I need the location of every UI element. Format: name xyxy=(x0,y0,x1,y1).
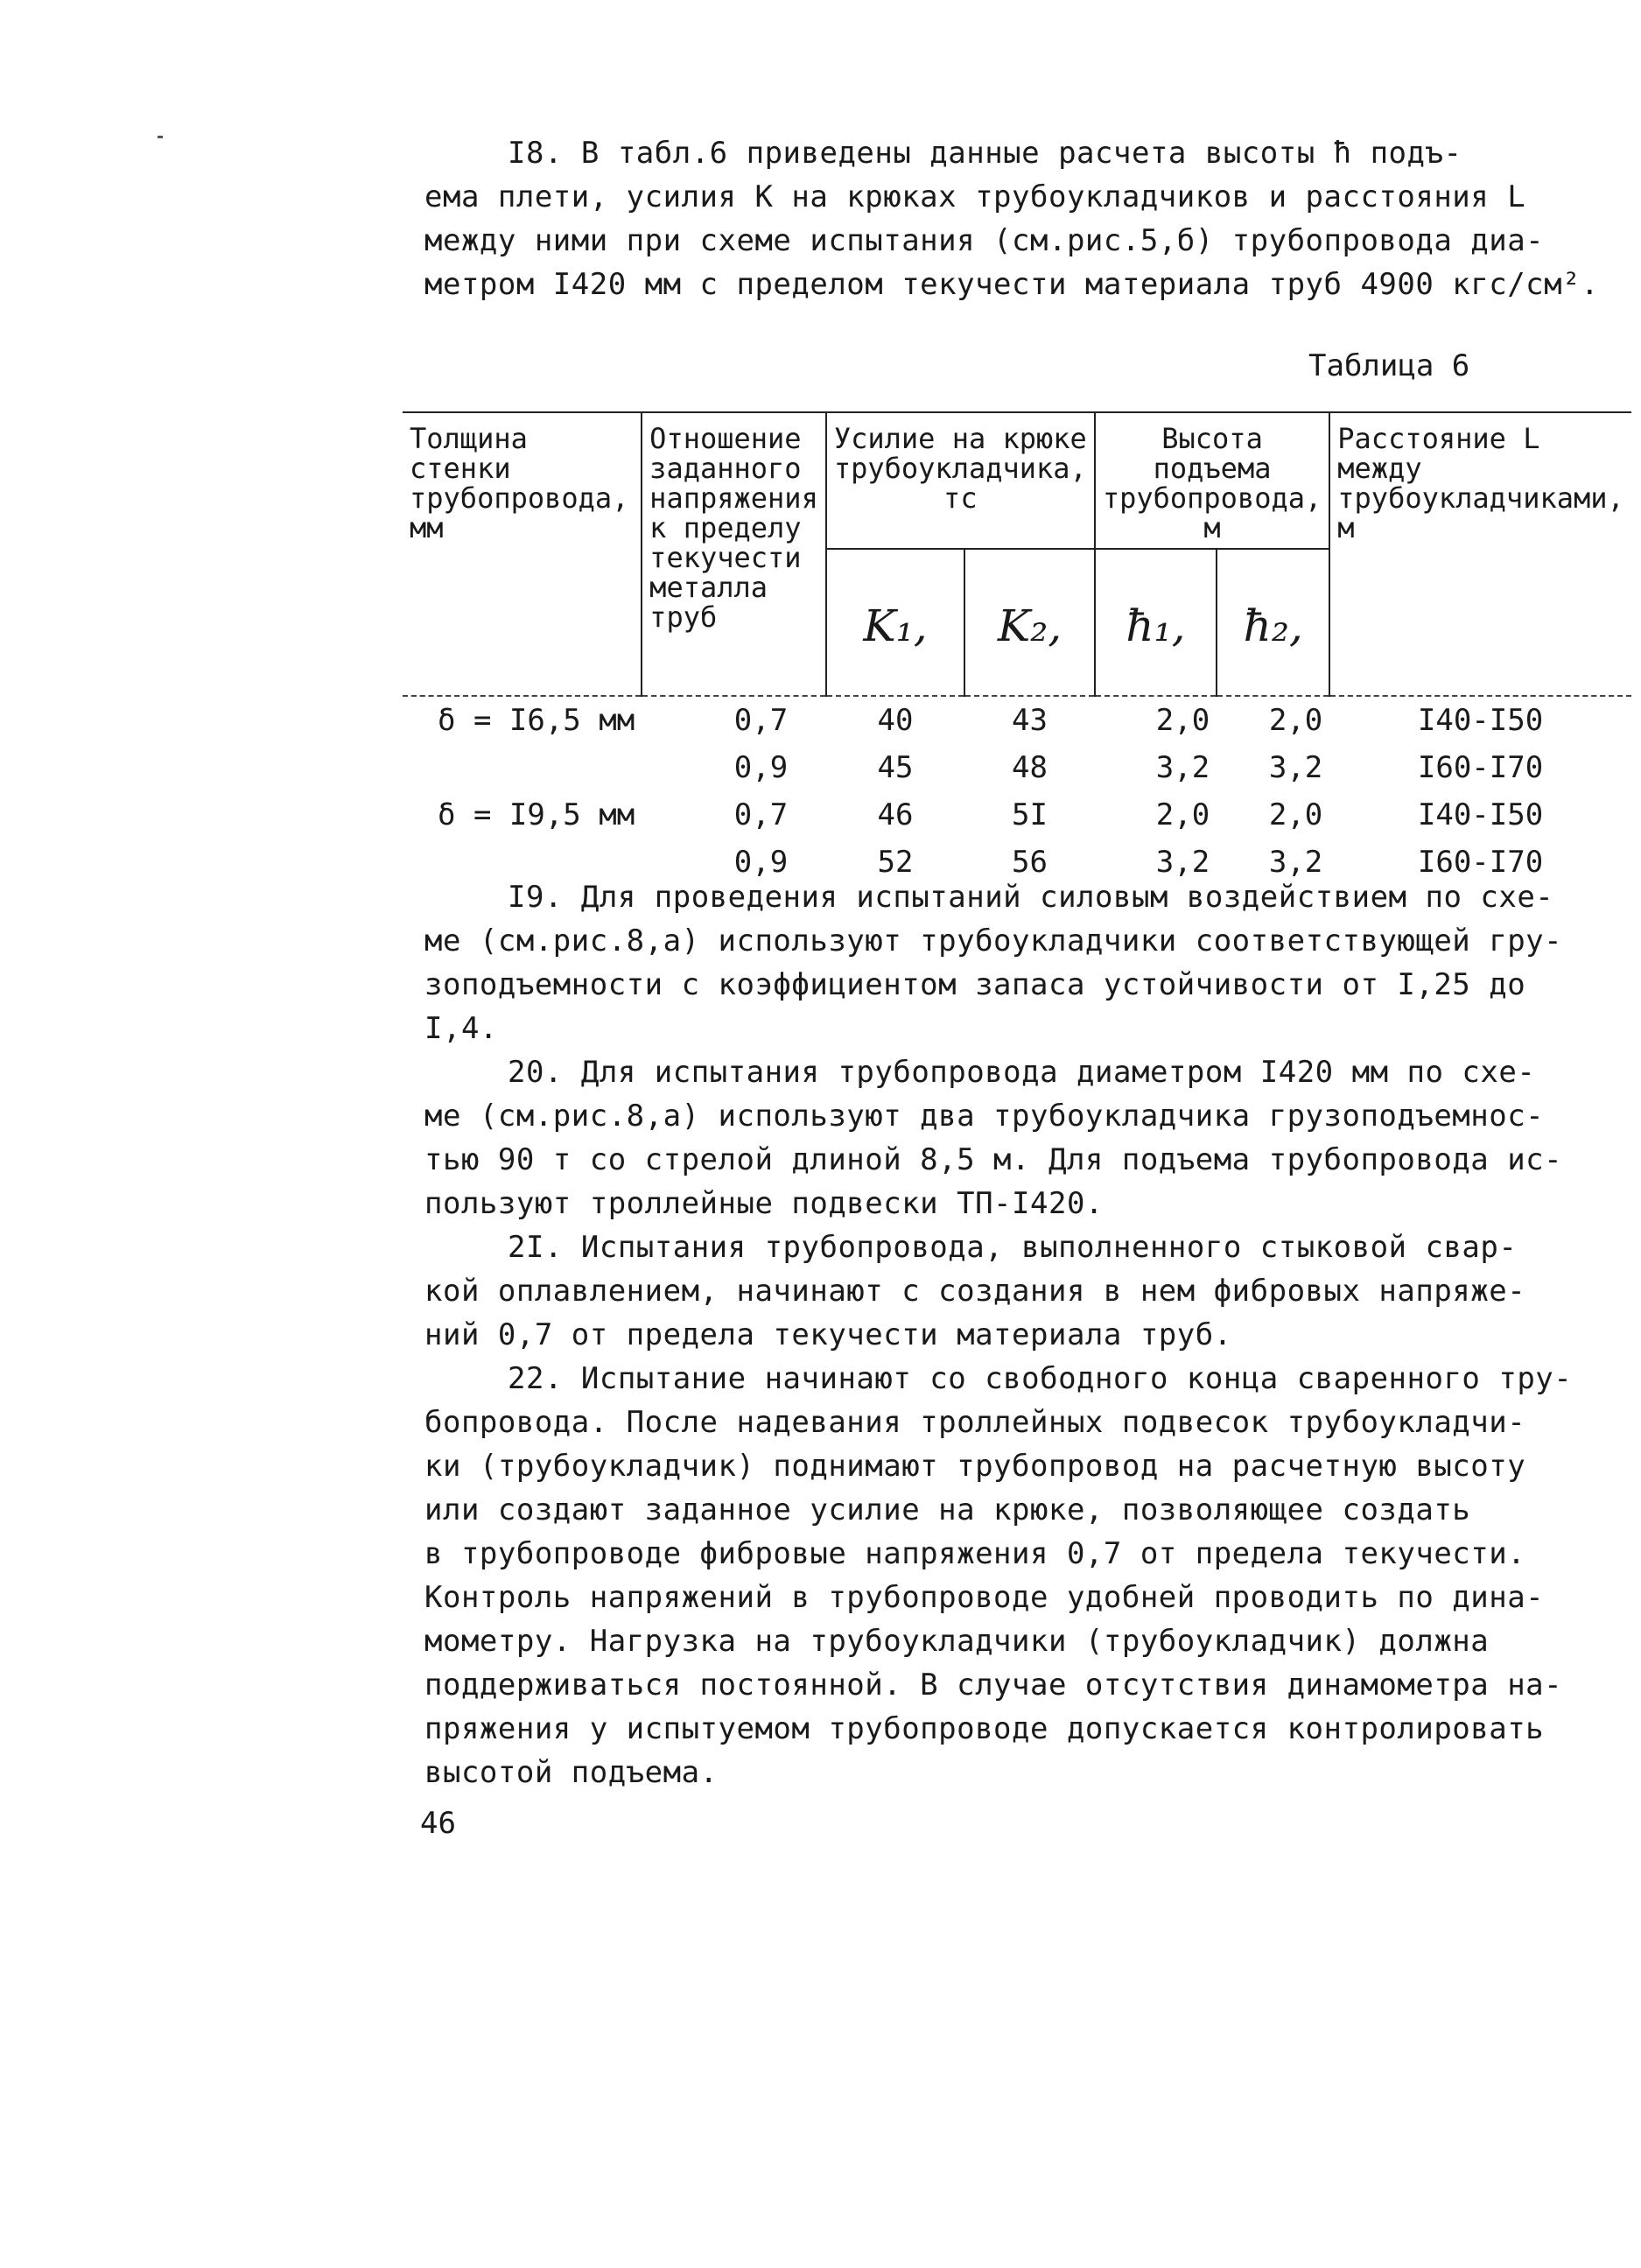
paragraph-line: ема плети, усилия К на крюках трубоукладчиков и расстояния L xyxy=(424,179,1526,214)
cell-h2: 2,0 xyxy=(1268,797,1323,832)
paragraph-line: поддерживаться постоянной. В случае отсутствия динамометра на- xyxy=(424,1668,1563,1703)
paragraph-line: бопровода. После надевания троллейных подвесок трубоукладчи- xyxy=(424,1405,1526,1440)
cell-thickness: δ = I9,5 мм xyxy=(438,797,635,832)
cell-distance: I60-I70 xyxy=(1417,750,1544,785)
cell-k2: 56 xyxy=(1012,845,1048,880)
cell-h2: 3,2 xyxy=(1268,750,1323,785)
cell-k1: 40 xyxy=(877,703,914,738)
paragraph-line: метром I420 мм с пределом текучести материала труб 4900 кгс/см². xyxy=(424,267,1600,302)
header-thickness: Толщина стенки трубопровода, мм xyxy=(403,412,642,696)
header-h1: ħ₁, xyxy=(1095,549,1217,696)
cell-k2: 48 xyxy=(1012,750,1048,785)
cell-thickness: δ = I6,5 мм xyxy=(438,703,635,738)
scan-mark xyxy=(158,136,163,138)
paragraph-line: между ними при схеме испытания (см.рис.5,б) трубопровода диа- xyxy=(424,223,1545,258)
cell-k2: 43 xyxy=(1012,703,1048,738)
cell-ratio: 0,7 xyxy=(733,703,789,738)
paragraph-line: ний 0,7 от предела текучести материала труб. xyxy=(424,1317,1232,1352)
paragraph-line: в трубопроводе фибровые напряжения 0,7 от предела текучести. xyxy=(424,1536,1526,1571)
cell-thickness xyxy=(403,744,642,791)
cell-h1: 2,0 xyxy=(1155,797,1210,832)
page-number: 46 xyxy=(420,1806,456,1841)
cell-h1: 3,2 xyxy=(1155,845,1210,880)
paragraph-line: пряжения у испытуемом трубопроводе допускается контролировать xyxy=(424,1711,1545,1746)
paragraph-19 xyxy=(424,875,1563,1050)
paragraph-line: Контроль напряжений в трубопроводе удобней проводить по дина- xyxy=(424,1580,1545,1615)
paragraph-line: ки (трубоукладчик) поднимают трубопровод на расчетную высоту xyxy=(424,1449,1526,1484)
paragraph-20 xyxy=(424,1050,1563,1225)
paragraph-line: высотой подъема. xyxy=(424,1755,719,1790)
cell-h2: 2,0 xyxy=(1268,703,1323,738)
header-force-group: Усилие на крюке трубоукладчика, тс xyxy=(826,412,1095,549)
cell-h1: 2,0 xyxy=(1155,703,1210,738)
cell-k1: 52 xyxy=(877,845,914,880)
paragraph-line: ме (см.рис.8,а) используют трубоукладчики соответствующей гру- xyxy=(424,923,1563,958)
header-k1: K₁, xyxy=(826,549,964,696)
cell-k2: 5I xyxy=(1012,797,1048,832)
table-row xyxy=(403,696,1631,744)
header-ratio: Отношение заданного напряжения к пределу текучести металла труб xyxy=(642,412,826,696)
cell-ratio: 0,9 xyxy=(733,845,789,880)
paragraph-line: кой оплавлением, начинают с создания в нем фибровых напряже- xyxy=(424,1274,1526,1309)
data-table xyxy=(403,411,1631,886)
header-height-group: Высота подъема трубопровода, м xyxy=(1095,412,1329,549)
paragraph-line: зоподъемности с коэффициентом запаса устойчивости от I,25 до xyxy=(424,967,1526,1002)
cell-h2: 3,2 xyxy=(1268,845,1323,880)
paragraph-line: I,4. xyxy=(424,1011,498,1046)
table-caption: Таблица 6 xyxy=(1308,348,1470,383)
table-row xyxy=(403,744,1631,791)
cell-ratio: 0,7 xyxy=(733,797,789,832)
paragraph-line: мометру. Нагрузка на трубоукладчики (трубоукладчик) должна xyxy=(424,1624,1490,1659)
cell-distance: I60-I70 xyxy=(1417,845,1544,880)
table-row xyxy=(403,791,1631,839)
cell-ratio: 0,9 xyxy=(733,750,789,785)
table-6 xyxy=(403,411,1624,886)
cell-h1: 3,2 xyxy=(1155,750,1210,785)
paragraph-line: пользуют троллейные подвески ТП-I420. xyxy=(424,1186,1104,1221)
paragraph-18 xyxy=(424,131,1600,306)
paragraph-line: I8. В табл.6 приведены данные расчета высоты ħ подъ- xyxy=(508,136,1462,171)
cell-k1: 46 xyxy=(877,797,914,832)
header-h2: ħ₂, xyxy=(1217,549,1329,696)
cell-distance: I40-I50 xyxy=(1417,703,1544,738)
paragraph-line: или создают заданное усилие на крюке, позволяющее создать xyxy=(424,1492,1471,1527)
paragraph-22 xyxy=(424,1357,1573,1794)
header-distance: Расстояние L между трубоукладчиками, м xyxy=(1329,412,1631,696)
header-k2: K₂, xyxy=(964,549,1095,696)
paragraph-line: 22. Испытание начинают со свободного конца сваренного тру- xyxy=(508,1361,1573,1396)
paragraph-line: I9. Для проведения испытаний силовым воздействием по схе- xyxy=(508,880,1554,915)
cell-k1: 45 xyxy=(877,750,914,785)
paragraph-line: ме (см.рис.8,а) используют два трубоукладчика грузоподъемнос- xyxy=(424,1099,1545,1134)
cell-distance: I40-I50 xyxy=(1417,797,1544,832)
paragraph-line: 20. Для испытания трубопровода диаметром I420 мм по схе- xyxy=(508,1055,1536,1090)
paragraph-line: 2I. Испытания трубопровода, выполненного стыковой свар- xyxy=(508,1230,1518,1265)
paragraph-line: тью 90 т со стрелой длиной 8,5 м. Для подъема трубопровода ис- xyxy=(424,1142,1563,1177)
paragraph-21 xyxy=(424,1225,1553,1357)
